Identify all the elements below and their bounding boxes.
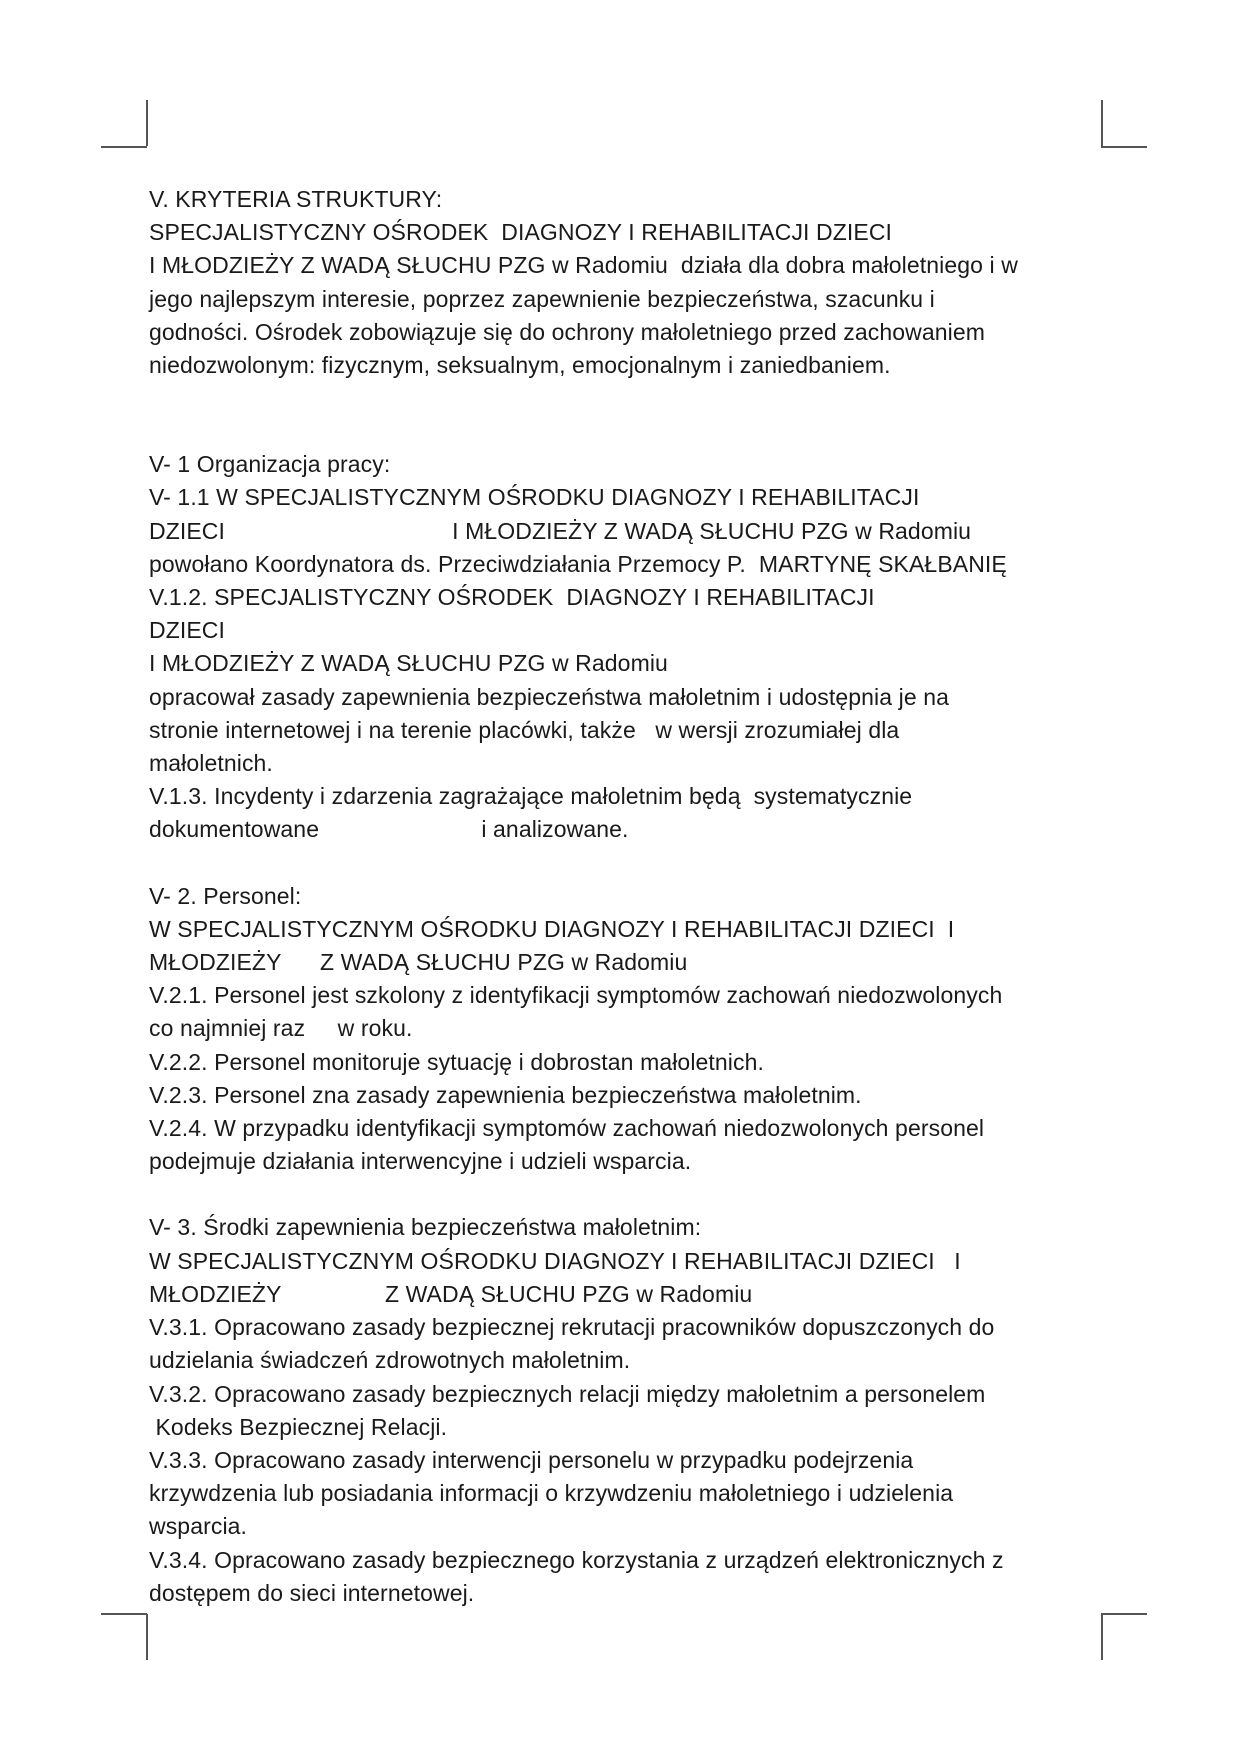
paragraph-line: Kodeks Bezpiecznej Relacji. xyxy=(149,1413,448,1440)
crop-mark-bottom-right-h xyxy=(1101,1613,1147,1615)
section-heading: V- 3. Środki zapewnienia bezpieczeństwa małoletnim: xyxy=(149,1214,702,1241)
crop-mark-top-right-h xyxy=(1101,146,1147,148)
paragraph-line: DZIECI xyxy=(149,617,225,644)
paragraph-line: SPECJALISTYCZNY OŚRODEK DIAGNOZY I REHABILITACJI DZIECI xyxy=(149,219,893,246)
paragraph-line: opracował zasady zapewnienia bezpieczeństwa małoletnim i udostępnia je na xyxy=(149,683,949,710)
section-spacer xyxy=(149,1178,1109,1211)
crop-mark-top-right-v xyxy=(1101,100,1103,146)
paragraph-line: udzielania świadczeń zdrowotnych małoletnim. xyxy=(149,1347,631,1374)
paragraph-line: V.1.3. Incydenty i zdarzenia zagrażające małoletnim będą systematycznie xyxy=(149,783,913,810)
section-structure-criteria xyxy=(149,183,1109,382)
paragraph-line: co najmniej raz w roku. xyxy=(149,1015,413,1042)
paragraph-line: krzywdzenia lub posiadania informacji o krzywdzeniu małoletniego i udzielenia xyxy=(149,1480,954,1507)
paragraph-line: V.3.1. Opracowano zasady bezpiecznej rekrutacji pracowników dopuszczonych do xyxy=(149,1314,995,1341)
paragraph-line: I MŁODZIEŻY Z WADĄ SŁUCHU PZG w Radomiu działa dla dobra małoletniego i w xyxy=(149,252,1018,279)
paragraph-line: V.3.2. Opracowano zasady bezpiecznych relacji między małoletnim a personelem xyxy=(149,1380,986,1407)
paragraph-line: powołano Koordynatora ds. Przeciwdziałania Przemocy P. MARTYNĘ SKAŁBANIĘ xyxy=(149,550,1007,577)
crop-mark-bottom-left-v xyxy=(146,1614,148,1660)
paragraph-line: V.1.2. SPECJALISTYCZNY OŚRODEK DIAGNOZY I REHABILITACJI xyxy=(149,584,875,611)
section-safety-measures xyxy=(149,1211,1109,1609)
paragraph-line: małoletnich. xyxy=(149,750,273,777)
paragraph-line: wsparcia. xyxy=(149,1513,248,1540)
section-work-organization xyxy=(149,448,1109,846)
crop-mark-top-left-v xyxy=(146,100,148,146)
paragraph-line: V.2.1. Personel jest szkolony z identyfikacji symptomów zachowań niedozwolonych xyxy=(149,982,1003,1009)
crop-mark-top-left-h xyxy=(101,146,147,148)
crop-mark-bottom-right-v xyxy=(1101,1614,1103,1660)
paragraph-line: V.2.4. W przypadku identyfikacji symptomów zachowań niedozwolonych personel xyxy=(149,1115,985,1142)
paragraph-line: jego najlepszym interesie, poprzez zapewnienie bezpieczeństwa, szacunku i xyxy=(149,285,935,312)
section-personnel xyxy=(149,880,1109,1179)
paragraph-line: V- 1.1 W SPECJALISTYCZNYM OŚRODKU DIAGNOZY I REHABILITACJI xyxy=(149,484,920,511)
section-spacer xyxy=(149,382,1109,448)
section-heading: V- 1 Organizacja pracy: xyxy=(149,451,391,478)
paragraph-line: dokumentowane i analizowane. xyxy=(149,816,629,843)
paragraph-line: MŁODZIEŻY Z WADĄ SŁUCHU PZG w Radomiu xyxy=(149,1280,753,1307)
paragraph-line: V.3.4. Opracowano zasady bezpiecznego korzystania z urządzeń elektronicznych z xyxy=(149,1546,1004,1573)
paragraph-line: I MŁODZIEŻY Z WADĄ SŁUCHU PZG w Radomiu xyxy=(149,650,668,677)
paragraph-line: MŁODZIEŻY Z WADĄ SŁUCHU PZG w Radomiu xyxy=(149,949,688,976)
paragraph-line: V.2.2. Personel monitoruje sytuację i dobrostan małoletnich. xyxy=(149,1048,764,1075)
paragraph-line: W SPECJALISTYCZNYM OŚRODKU DIAGNOZY I REHABILITACJI DZIECI I xyxy=(149,915,955,942)
section-spacer xyxy=(149,847,1109,880)
paragraph-line: V.2.3. Personel zna zasady zapewnienia bezpieczeństwa małoletnim. xyxy=(149,1081,862,1108)
paragraph-line: V.3.3. Opracowano zasady interwencji personelu w przypadku podejrzenia xyxy=(149,1446,914,1473)
paragraph-line: stronie internetowej i na terenie placówki, także w wersji zrozumiałej dla xyxy=(149,716,900,743)
paragraph-line: DZIECI I MŁODZIEŻY Z WADĄ SŁUCHU PZG w Radomiu xyxy=(149,517,972,544)
paragraph-line: W SPECJALISTYCZNYM OŚRODKU DIAGNOZY I REHABILITACJI DZIECI I xyxy=(149,1247,961,1274)
paragraph-line: dostępem do sieci internetowej. xyxy=(149,1579,475,1606)
document-page xyxy=(149,183,1109,1610)
section-heading: V. KRYTERIA STRUKTURY: xyxy=(149,186,443,212)
paragraph-line: podejmuje działania interwencyjne i udzieli wsparcia. xyxy=(149,1148,692,1175)
crop-mark-bottom-left-h xyxy=(101,1613,147,1615)
section-heading: V- 2. Personel: xyxy=(149,882,302,909)
paragraph-line: niedozwolonym: fizycznym, seksualnym, emocjonalnym i zaniedbaniem. xyxy=(149,352,891,379)
paragraph-line: godności. Ośrodek zobowiązuje się do ochrony małoletniego przed zachowaniem xyxy=(149,318,985,345)
